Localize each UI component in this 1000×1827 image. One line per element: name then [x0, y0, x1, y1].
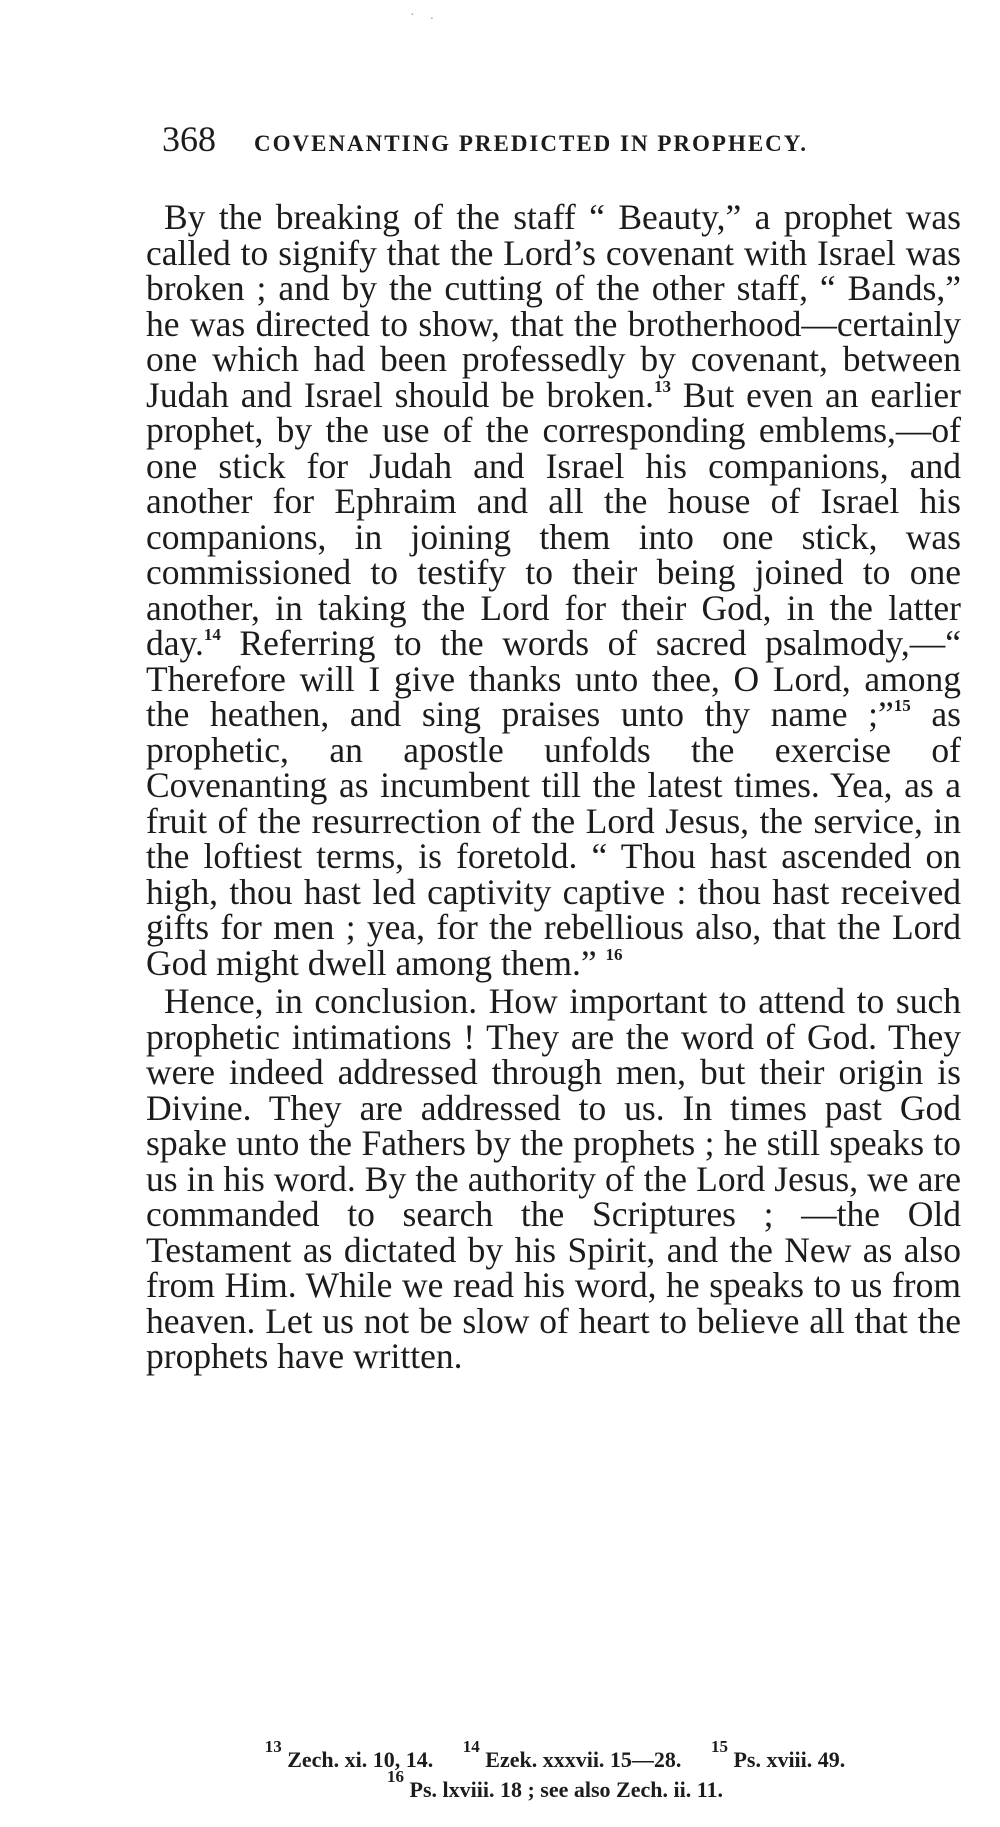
footnote-13	[264, 1737, 434, 1772]
page-number: 368	[162, 119, 216, 159]
body-text	[146, 197, 961, 1376]
footnote-reference: Ps. lxviii. 18 ; see also Zech. ii. 11.	[409, 1777, 723, 1802]
running-head: COVENANTING PREDICTED IN PROPHECY.	[254, 131, 809, 156]
paragraph-2: Hence, in conclusion. How important to attend to such prophetic intimations ! They are the word of God. They were indeed addressed through men, but their origin is Divine. They are addressed to us. In times past God spake unto the Fathers by the prophets ; he still speaks to us in his word. By the authority of the Lord Jesus, we are commanded to search the Scriptures ; —the Old Testament as dictated by his Spirit, and the New as also from Him. While we read his word, he speaks to us from heaven. Let us not be slow of heart to believe all that the prophets have written.	[146, 981, 961, 1376]
footnote-number: 13	[264, 1737, 282, 1756]
paragraph-1-sentence-2: But even an earlier prophet, by the use of the corresponding emblems,—of one stick for Judah and Israel his companions, and another for Ephraim and all the house of Israel his companions, in joining them into one stick, was commissioned to testify to their being joined to one another, in taking the Lord for their God, in the latter day.	[146, 374, 961, 663]
footnote-reference: Zech. xi. 10, 14.	[287, 1747, 434, 1772]
footnote-14	[462, 1737, 682, 1772]
paragraph-1-sentence-3: Referring to the words of sacred psalmody,—“ Therefore will I give thanks unto thee, O Lord, among the heathen, and sing praises unto thy name ;”	[146, 623, 961, 734]
footnote-number: 15	[710, 1737, 728, 1756]
paragraph-1	[146, 197, 961, 983]
footnote-number: 14	[462, 1737, 480, 1756]
paper-specks: · .	[410, 8, 440, 23]
footnote-reference: Ps. xviii. 49.	[733, 1747, 846, 1772]
paragraph-1-sentence-4: as prophetic, an apostle unfolds the exercise of Covenanting as incumbent till the latest times. Yea, as a fruit of the resurrection of the Lord Jesus, the service, in the loftiest terms, is foretold. “ Thou hast ascended on high, thou hast led captivity captive : thou hast received gifts for men ; yea, for the rebellious also, that the Lord God might dwell among them.”	[146, 694, 961, 983]
page-header	[162, 118, 962, 168]
footnotes	[150, 1737, 960, 1805]
footnote-marker-15: 15	[893, 696, 911, 715]
footnotes-line-1	[150, 1737, 960, 1775]
footnote-number: 16	[387, 1767, 404, 1786]
footnote-15	[710, 1737, 846, 1772]
footnote-reference: Ezek. xxxvii. 15—28.	[485, 1747, 682, 1772]
footnote-16	[387, 1767, 723, 1802]
footnotes-line-2	[150, 1767, 960, 1805]
footnote-marker-16: 16	[605, 944, 623, 964]
footnote-marker-13: 13	[654, 376, 671, 396]
paragraph-1-sentence-1: By the breaking of the staff “ Beauty,” a prophet was called to signify that the Lord’s covenant with Israel was broken ; and by the cutting of the other staff, “ Bands,” he was directed to show, that the brotherhood—certainly one which had been professedly by covenant, between Judah and Israel should be broken.	[146, 197, 961, 415]
footnote-marker-14: 14	[203, 625, 221, 644]
